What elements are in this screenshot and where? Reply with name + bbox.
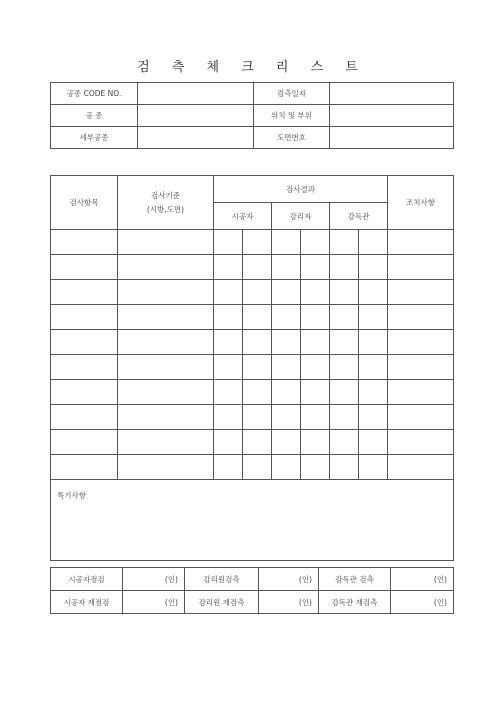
inspection-cell[interactable] [301,405,330,430]
inspection-cell[interactable] [330,255,359,280]
info-row [51,83,454,105]
inspection-cell[interactable] [272,355,301,380]
inspection-cell[interactable] [243,280,272,305]
inspection-cell[interactable] [243,330,272,355]
inspection-cell[interactable] [51,455,118,480]
inspection-cell[interactable] [330,455,359,480]
special-notes-field[interactable] [51,480,454,561]
inspection-cell[interactable] [301,305,330,330]
inspection-cell[interactable] [243,405,272,430]
inspection-cell[interactable] [301,255,330,280]
info-row [51,105,454,127]
signature-label: 시공자 재점검 [51,591,123,614]
inspection-cell[interactable] [118,355,214,380]
inspection-cell[interactable] [359,430,388,455]
inspection-cell[interactable] [243,380,272,405]
inspection-cell[interactable] [330,280,359,305]
inspection-cell[interactable] [301,230,330,255]
inspection-cell[interactable] [301,280,330,305]
inspection-cell[interactable] [330,305,359,330]
inspection-cell[interactable] [214,330,243,355]
inspection-cell[interactable] [330,230,359,255]
inspection-cell[interactable] [359,330,388,355]
header-standard-line2: (시방,도면) [146,205,185,214]
inspection-row [51,330,454,355]
signature-label: 감독관 재검측 [319,591,391,614]
inspection-cell[interactable] [359,280,388,305]
inspection-cell[interactable] [214,255,243,280]
header-action: 조치사항 [388,176,454,230]
inspection-cell[interactable] [51,255,118,280]
inspection-cell[interactable] [388,380,454,405]
inspection-cell[interactable] [214,230,243,255]
inspection-cell[interactable] [388,455,454,480]
inspection-cell[interactable] [301,355,330,380]
inspection-cell[interactable] [359,455,388,480]
inspection-cell[interactable] [214,430,243,455]
inspection-cell[interactable] [214,280,243,305]
header-inspection-item: 검사항목 [51,176,118,230]
inspection-cell[interactable] [388,230,454,255]
info-value-field[interactable] [138,105,254,127]
inspection-cell[interactable] [359,305,388,330]
inspection-table [50,175,454,561]
inspection-cell[interactable] [359,255,388,280]
inspection-cell[interactable] [118,405,214,430]
inspection-cell[interactable] [118,330,214,355]
info-label: 위치 및 부위 [254,105,330,127]
seal-field[interactable]: (인) [391,568,454,591]
inspection-cell[interactable] [118,280,214,305]
info-value-field[interactable] [330,83,454,105]
info-label: 검측일자 [254,83,330,105]
info-label: 도면번호 [254,127,330,149]
info-label: 공종 CODE NO. [51,83,138,105]
inspection-cell[interactable] [330,355,359,380]
inspection-cell[interactable] [301,430,330,455]
header-contractor: 시공자 [214,203,272,230]
inspection-cell[interactable] [272,405,301,430]
inspection-cell[interactable] [214,405,243,430]
info-table [50,82,454,149]
inspection-cell[interactable] [51,305,118,330]
inspection-cell[interactable] [272,230,301,255]
inspection-cell[interactable] [214,305,243,330]
signature-label: 시공자점검 [51,568,123,591]
inspection-cell[interactable] [272,305,301,330]
inspection-cell[interactable] [388,330,454,355]
inspection-cell[interactable] [272,430,301,455]
inspection-cell[interactable] [359,355,388,380]
document-title: 검 측 체 크 리 스 트 [137,60,367,75]
header-supervisor: 감리자 [272,203,330,230]
inspection-cell[interactable] [51,380,118,405]
inspection-row [51,305,454,330]
info-value-field[interactable] [330,105,454,127]
info-label: 공 종 [51,105,138,127]
seal-field[interactable]: (인) [259,591,319,614]
inspection-cell[interactable] [51,430,118,455]
info-value-field[interactable] [330,127,454,149]
inspection-cell[interactable] [214,355,243,380]
inspection-cell[interactable] [51,330,118,355]
info-value-field[interactable] [138,83,254,105]
inspection-row [51,255,454,280]
inspection-row [51,455,454,480]
inspection-cell[interactable] [214,380,243,405]
inspection-cell[interactable] [272,255,301,280]
inspection-cell[interactable] [243,430,272,455]
inspection-cell[interactable] [51,280,118,305]
inspection-cell[interactable] [243,230,272,255]
inspection-cell[interactable] [301,455,330,480]
inspection-cell[interactable] [118,230,214,255]
inspection-cell[interactable] [214,455,243,480]
inspection-cell[interactable] [330,405,359,430]
inspection-cell[interactable] [272,380,301,405]
header-inspector: 감독관 [330,203,388,230]
inspection-cell[interactable] [272,330,301,355]
inspection-row [51,405,454,430]
inspection-row [51,280,454,305]
inspection-cell[interactable] [118,455,214,480]
inspection-cell[interactable] [51,230,118,255]
inspection-cell[interactable] [243,455,272,480]
seal-field[interactable]: (인) [259,568,319,591]
inspection-cell[interactable] [118,255,214,280]
signature-label: 감리원 재검측 [185,591,259,614]
inspection-cell[interactable] [388,355,454,380]
inspection-row [51,230,454,255]
signature-label: 감리원검측 [185,568,259,591]
signature-row [51,568,454,591]
header-inspection-result: 검사결과 [214,176,388,203]
inspection-cell[interactable] [118,430,214,455]
inspection-cell[interactable] [272,455,301,480]
signature-label: 감독관 검측 [319,568,391,591]
seal-field[interactable]: (인) [123,591,185,614]
inspection-cell[interactable] [330,330,359,355]
inspection-cell[interactable] [301,380,330,405]
inspection-cell[interactable] [272,280,301,305]
inspection-cell[interactable] [243,355,272,380]
inspection-cell[interactable] [51,355,118,380]
signature-row [51,591,454,614]
special-notes-label: 특기사항 [57,491,86,500]
seal-field[interactable]: (인) [391,591,454,614]
info-label: 세부공종 [51,127,138,149]
inspection-row [51,430,454,455]
inspection-cell[interactable] [243,255,272,280]
inspection-row [51,380,454,405]
signature-table [50,567,454,614]
inspection-cell[interactable] [388,280,454,305]
info-value-field[interactable] [138,127,254,149]
inspection-cell[interactable] [118,305,214,330]
inspection-cell[interactable] [359,230,388,255]
info-row [51,127,454,149]
inspection-cell[interactable] [359,405,388,430]
inspection-cell[interactable] [359,380,388,405]
inspection-cell[interactable] [388,430,454,455]
inspection-cell[interactable] [330,430,359,455]
header-inspection-standard [118,176,214,230]
seal-field[interactable]: (인) [123,568,185,591]
inspection-cell[interactable] [388,255,454,280]
inspection-cell[interactable] [388,405,454,430]
inspection-cell[interactable] [243,305,272,330]
inspection-cell[interactable] [51,405,118,430]
header-standard-line1: 검사기준 [151,191,180,200]
inspection-cell[interactable] [118,380,214,405]
inspection-row [51,355,454,380]
inspection-cell[interactable] [388,305,454,330]
inspection-cell[interactable] [330,380,359,405]
inspection-cell[interactable] [301,330,330,355]
